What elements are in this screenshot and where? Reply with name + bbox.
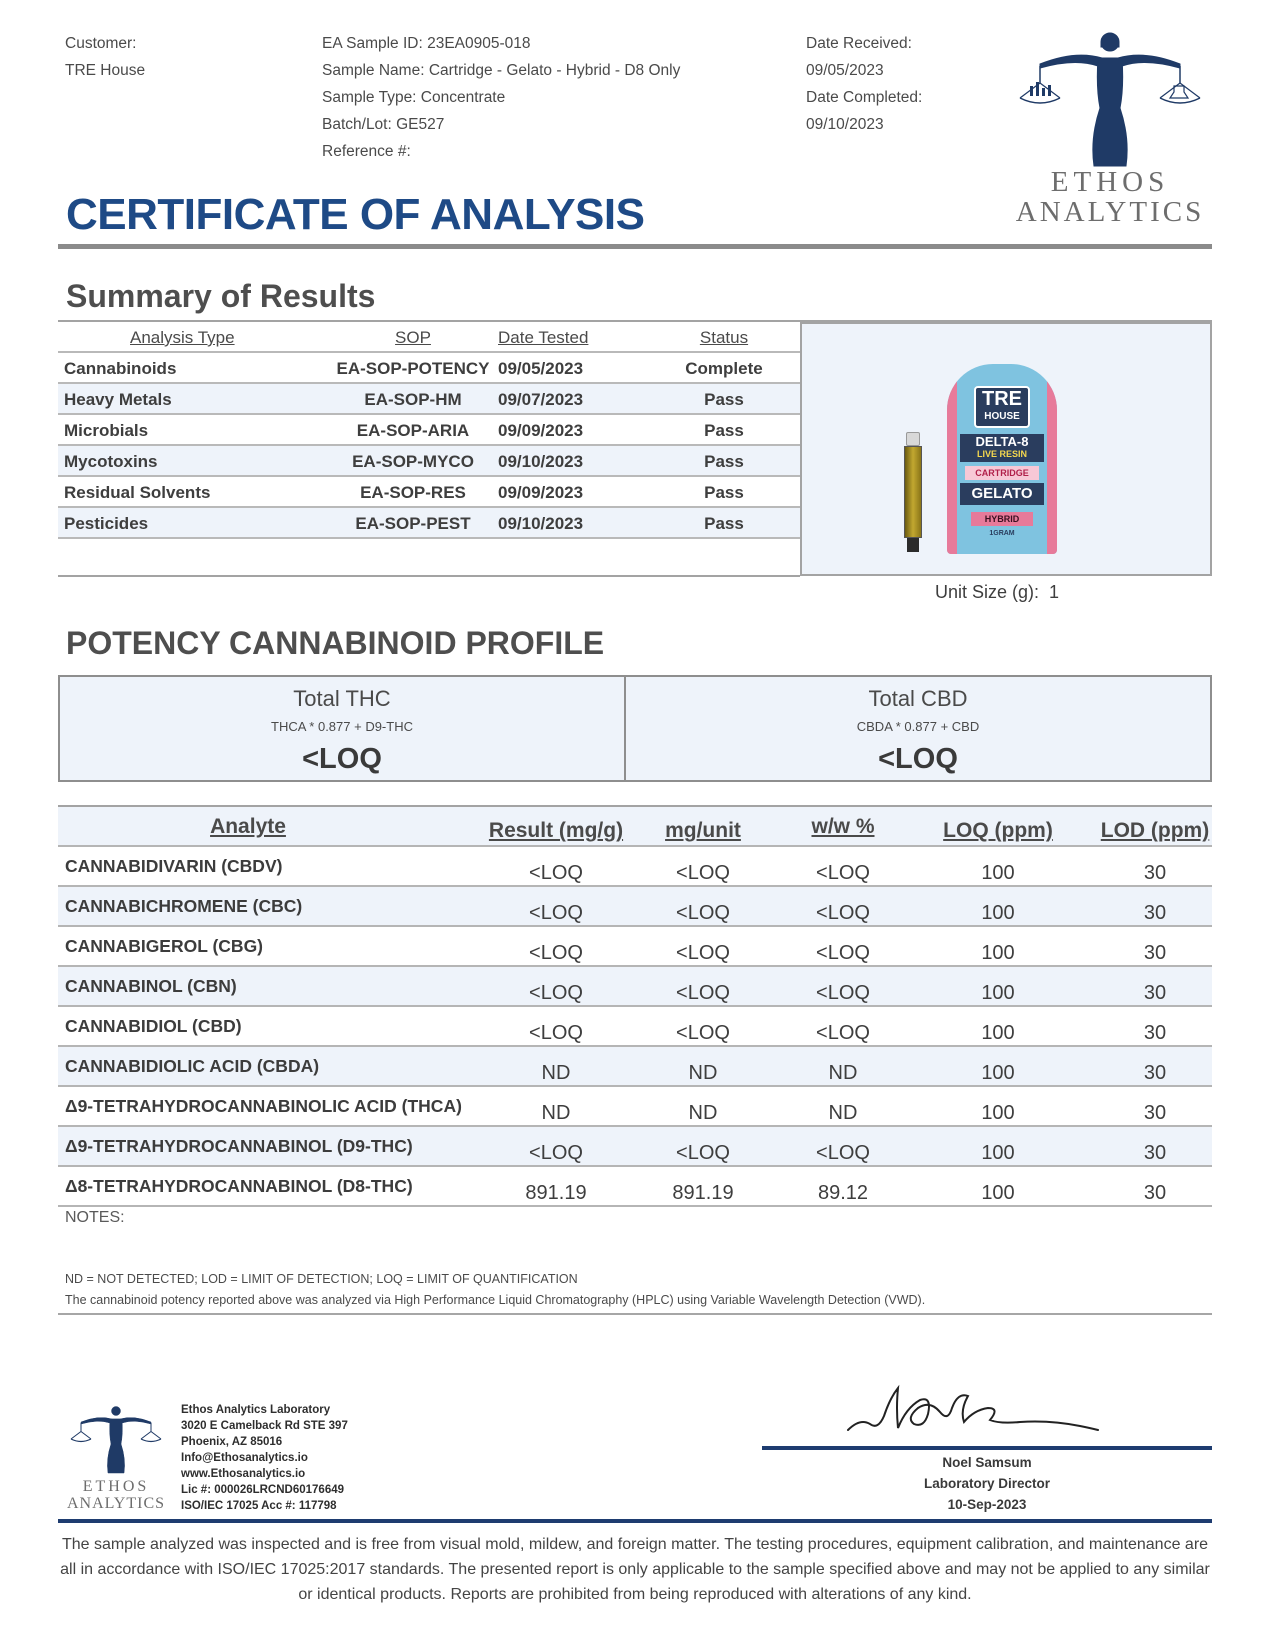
analyte-name: CANNABINOL (CBN) [65,976,237,996]
col-analysis-type: Analysis Type [130,328,235,347]
lab-city: Phoenix, AZ 85016 [181,1436,283,1448]
product-type: HYBRID [971,512,1033,526]
total-cbd-box [624,675,1212,782]
analyte-name: CANNABIGEROL (CBG) [65,936,264,956]
analyte-name: CANNABIDIOLIC ACID (CBDA) [65,1056,320,1076]
date-tested: 09/07/2023 [498,390,584,409]
product-image-box [800,322,1212,576]
lod: 30 [1143,1022,1167,1044]
ww-percent: 89.12 [817,1182,869,1204]
result-mg-g: 891.19 [525,1182,587,1204]
table-row [58,384,800,415]
table-row [58,887,1212,927]
total-thc-value: <LOQ [302,743,382,775]
page-title: CERTIFICATE OF ANALYSIS [66,190,645,239]
total-thc-box [58,675,626,782]
result-mg-g: <LOQ [529,1142,583,1164]
lab-website[interactable]: www.Ethosanalytics.io [181,1468,306,1480]
product-strain: GELATO [960,483,1044,505]
loq: 100 [981,1062,1015,1084]
total-thc-label: Total THC [293,686,391,711]
ww-percent: ND [828,1102,858,1124]
table-row [58,1087,1212,1127]
loq: 100 [981,902,1015,924]
date-received-label: Date Received: [806,35,912,52]
lod: 30 [1143,1142,1167,1164]
logo-text-analytics: ANALYTICS [1015,196,1205,228]
lab-name: Ethos Analytics Laboratory [181,1404,331,1416]
product-cartridge: CARTRIDGE [965,466,1039,480]
logo-text-ethos: ETHOS [1050,166,1170,198]
date-tested: 09/09/2023 [498,483,584,502]
col-sop: SOP [395,328,431,347]
table-row [58,508,800,539]
table-row [58,927,1212,967]
ww-percent: ND [828,1062,858,1084]
ww-percent: <LOQ [816,942,870,964]
mg-unit: ND [688,1062,718,1084]
col-mg-unit: mg/unit [665,819,741,842]
sop: EA-SOP-MYCO [352,452,474,471]
mg-unit: 891.19 [672,1182,734,1204]
lod: 30 [1143,1062,1167,1084]
analysis-type: Mycotoxins [64,452,158,471]
analyte-name: CANNABIDIOL (CBD) [65,1016,242,1036]
date-completed: 09/10/2023 [806,116,884,133]
col-result: Result (mg/g) [488,819,624,842]
col-status: Status [699,328,749,347]
table-row [58,847,1212,887]
analysis-type: Pesticides [64,514,149,533]
footer-logo-ethos: ETHOS [82,1478,150,1495]
signature-date: 10-Sep-2023 [947,1497,1027,1512]
total-thc-formula: THCA * 0.877 + D9-THC [271,719,413,734]
ww-percent: <LOQ [816,1142,870,1164]
mg-unit: <LOQ [676,1022,730,1044]
product-delta: DELTA-8 [975,434,1029,449]
lod: 30 [1143,902,1167,924]
table-row [58,1007,1212,1047]
col-loq: LOQ (ppm) [943,819,1053,842]
unit-size: Unit Size (g): 1 [935,582,1060,602]
result-mg-g: ND [541,1102,571,1124]
analyte-name: CANNABICHROMENE (CBC) [65,896,303,916]
signature-image [840,1378,1110,1448]
reference-number: Reference #: [322,143,411,160]
brand-top: TRE [982,388,1022,410]
status: Pass [704,390,744,409]
justice-figure-icon [1010,28,1210,168]
table-row [58,1167,1212,1207]
status: Pass [704,452,744,471]
disclaimer: The sample analyzed was inspected and is free from visual mold, mildew, and foreign matter. The testing procedures, equipment calibration, and maintenance are all in accordance with ISO/IEC 17025:2017 standards. The presented report is only applicable to the sample specified above and may not be applied to any similar or identical products. Reports are prohibited from being reproduced with alterations of any kind. [60,1536,1210,1603]
sample-id: EA Sample ID: 23EA0905-018 [322,35,531,52]
sample-type: Sample Type: Concentrate [322,89,506,106]
result-mg-g: <LOQ [529,1022,583,1044]
analysis-type: Microbials [64,421,149,440]
loq: 100 [981,1102,1015,1124]
sample-name: Sample Name: Cartridge - Gelato - Hybrid - D8 Only [322,62,681,79]
loq: 100 [981,1182,1015,1204]
total-cbd-label: Total CBD [868,686,968,711]
cartridge-image [902,432,924,554]
lod: 30 [1143,862,1167,884]
product-package [947,364,1057,554]
footer-logo-analytics: ANALYTICS [66,1495,166,1512]
result-mg-g: <LOQ [529,862,583,884]
ww-percent: <LOQ [816,902,870,924]
table-row [58,1127,1212,1167]
signatory-title: Laboratory Director [923,1476,1051,1491]
signature-line [762,1446,1212,1450]
table-row [58,967,1212,1007]
brand-bottom: HOUSE [984,411,1020,422]
date-completed-label: Date Completed: [806,89,923,106]
lod: 30 [1143,942,1167,964]
customer-name: TRE House [65,62,146,79]
date-received: 09/05/2023 [806,62,884,79]
date-tested: 09/09/2023 [498,421,584,440]
potency-heading: POTENCY CANNABINOID PROFILE [66,625,605,661]
status: Complete [685,359,763,378]
mg-unit: <LOQ [676,942,730,964]
total-cbd-formula: CBDA * 0.877 + CBD [856,719,980,734]
justice-figure-icon [60,1404,172,1474]
analysis-type: Residual Solvents [64,483,211,502]
title-divider [58,244,1212,249]
col-analyte: Analyte [210,815,286,838]
loq: 100 [981,1142,1015,1164]
lab-info [181,1402,348,1514]
table-row [58,415,800,446]
analysis-type: Heavy Metals [64,390,172,409]
mg-unit: <LOQ [676,862,730,884]
method-note: The cannabinoid potency reported above was analyzed via High Performance Liquid Chromatography (HPLC) using Variable Wavelength Detection (VWD). [65,1293,926,1307]
sop: EA-SOP-RES [360,483,466,502]
footer-divider [58,1519,1212,1523]
lod: 30 [1143,1102,1167,1124]
table-row [58,446,800,477]
ww-percent: <LOQ [816,1022,870,1044]
lab-accreditation: ISO/IEC 17025 Acc #: 117798 [181,1500,337,1512]
customer-label: Customer: [65,35,137,52]
status: Pass [704,483,744,502]
loq: 100 [981,942,1015,964]
result-mg-g: <LOQ [529,902,583,924]
table-row [58,1047,1212,1087]
ww-percent: <LOQ [816,862,870,884]
sop: EA-SOP-ARIA [356,421,470,440]
notes-label: NOTES: [65,1209,125,1226]
notes-divider [58,1313,1212,1315]
product-resin: LIVE RESIN [976,449,1027,459]
analyte-name: Δ8-TETRAHYDROCANNABINOL (D8-THC) [65,1176,413,1196]
mg-unit: <LOQ [676,902,730,924]
analyte-header-row [58,807,1212,847]
summary-bottom-rule [58,575,800,577]
mg-unit: ND [688,1102,718,1124]
table-row [58,477,800,508]
summary-header-row [58,322,800,353]
loq: 100 [981,862,1015,884]
summary-heading: Summary of Results [66,278,376,314]
ww-percent: <LOQ [816,982,870,1004]
col-ww-percent: w/w % [811,815,875,838]
lod: 30 [1143,1182,1167,1204]
analyte-name: CANNABIDIVARIN (CBDV) [65,856,283,876]
date-tested: 09/05/2023 [498,359,584,378]
result-mg-g: <LOQ [529,982,583,1004]
table-row [58,353,800,384]
mg-unit: <LOQ [676,1142,730,1164]
lab-email[interactable]: Info@Ethosanalytics.io [181,1452,308,1464]
date-tested: 09/10/2023 [498,452,584,471]
lod: 30 [1143,982,1167,1004]
col-date-tested: Date Tested [498,328,589,347]
sop: EA-SOP-PEST [355,514,471,533]
col-lod: LOD (ppm) [1100,819,1210,842]
batch-lot: Batch/Lot: GE527 [322,116,445,133]
total-cbd-value: <LOQ [878,743,958,775]
analyte-name: Δ9-TETRAHYDROCANNABINOLIC ACID (THCA) [65,1096,462,1116]
lab-address: 3020 E Camelback Rd STE 397 [181,1420,348,1432]
sop: EA-SOP-HM [364,390,462,409]
lab-license: Lic #: 000026LRCND60176649 [181,1484,345,1496]
date-tested: 09/10/2023 [498,514,584,533]
result-mg-g: <LOQ [529,942,583,964]
abbreviations-note: ND = NOT DETECTED; LOD = LIMIT OF DETECTION; LOQ = LIMIT OF QUANTIFICATION [65,1272,578,1286]
analysis-type: Cannabinoids [64,359,177,378]
analyte-name: Δ9-TETRAHYDROCANNABINOL (D9-THC) [65,1136,413,1156]
status: Pass [704,514,744,533]
loq: 100 [981,982,1015,1004]
signatory-name: Noel Samsum [942,1455,1032,1470]
result-mg-g: ND [541,1062,571,1084]
footer-ethos-logo [60,1404,172,1516]
mg-unit: <LOQ [676,982,730,1004]
ethos-logo [1010,28,1210,228]
product-size: 1GRAM [989,530,1015,537]
loq: 100 [981,1022,1015,1044]
status: Pass [704,421,744,440]
sop: EA-SOP-POTENCY [336,359,490,378]
